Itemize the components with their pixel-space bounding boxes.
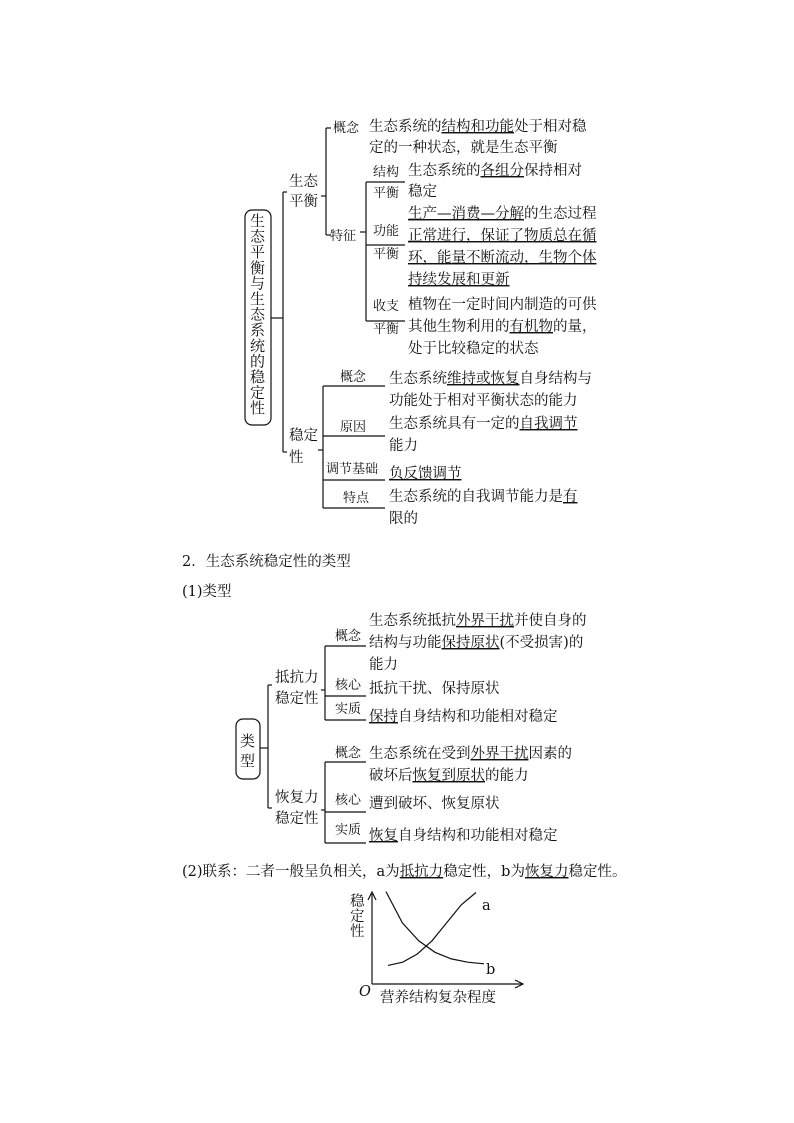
resistance-essence-label: 实质 xyxy=(335,702,362,717)
subheading-types: (1)类型 xyxy=(182,584,232,600)
types-root-char-1: 类 xyxy=(240,732,256,750)
budget-label-2: 平衡 xyxy=(373,322,400,337)
function-label-2: 平衡 xyxy=(373,247,400,262)
s-cause-line-2: 能力 xyxy=(389,438,418,454)
budget-label-1: 收支 xyxy=(373,299,400,314)
diagram-ecological-balance xyxy=(245,117,597,527)
r-concept-line-1: 生态系统抵抗外界干扰并使自身的 xyxy=(369,613,587,629)
series-b-label: b xyxy=(486,962,496,978)
s-trait-line-2: 限的 xyxy=(389,511,418,527)
root-char-1: 生 xyxy=(250,212,266,230)
function-label-1: 功能 xyxy=(373,224,400,239)
b-concept-line-2: 定的一种状态，就是生态平衡 xyxy=(369,140,558,156)
b-budget-line-1: 植物在一定时间内制造的可供 xyxy=(408,297,597,313)
root-label xyxy=(250,212,266,417)
stability-label-1: 稳定 xyxy=(289,428,318,444)
stability-label-2: 性 xyxy=(289,450,304,466)
stability-chart xyxy=(350,892,523,1006)
r-concept-line-2: 结构与功能保持原状(不受损害)的 xyxy=(369,635,584,651)
root-char-2: 态 xyxy=(250,227,266,246)
root-char-5: 与 xyxy=(250,274,266,293)
resilience-label-1: 恢复力 xyxy=(275,790,319,806)
y-label-char-1: 稳 xyxy=(350,894,365,910)
b-budget-line-3: 处于比较稳定的状态 xyxy=(408,341,539,357)
structure-text xyxy=(408,162,582,200)
s-concept-line-1: 生态系统维持或恢复自身结构与 xyxy=(389,371,592,387)
cause-text xyxy=(389,414,578,454)
root-char-3: 平 xyxy=(250,243,266,262)
stability-concept-label: 概念 xyxy=(340,370,367,385)
basis-label: 调节基础 xyxy=(326,462,379,477)
resilience-label-2: 稳定性 xyxy=(275,811,319,827)
resilience-essence-text xyxy=(369,826,558,844)
balance-label-2: 平衡 xyxy=(289,194,318,210)
s-basis-line-1: 负反馈调节 xyxy=(389,466,462,482)
rr-essence-line-1: 恢复自身结构和功能相对稳定 xyxy=(369,828,558,844)
b-structure-line-2: 稳定 xyxy=(408,184,437,200)
root-char-10: 的 xyxy=(250,352,266,371)
b-function-line-2: 正常进行，保证了物质总在循 xyxy=(408,228,597,244)
b-budget-line-2: 其他生物利用的有机物的量， xyxy=(408,319,597,335)
resilience-core-text: 遭到破坏、恢复原状 xyxy=(369,796,500,812)
origin-label: O xyxy=(359,984,371,1000)
sub2-line-line-1: (2)联系：二者一般呈负相关，a为抵抗力稳定性，b为恢复力稳定性。 xyxy=(182,864,627,880)
root-char-8: 系 xyxy=(250,321,266,340)
b-structure-line-1: 生态系统的各组分保持相对 xyxy=(408,163,582,179)
x-axis-label: 营养结构复杂程度 xyxy=(380,990,496,1006)
root-char-9: 统 xyxy=(250,336,266,355)
root-char-11: 稳 xyxy=(250,368,266,386)
b-function-line-1: 生产—消费—分解的生态过程 xyxy=(408,206,597,222)
stability-concept-text xyxy=(389,369,592,409)
s-trait-line-1: 生态系统的自我调节能力是有 xyxy=(389,489,578,505)
trait-label: 特点 xyxy=(343,491,370,506)
r-concept-line-3: 能力 xyxy=(369,657,398,673)
root-char-4: 衡 xyxy=(250,258,266,277)
cause-label: 原因 xyxy=(340,420,367,435)
series-a-label: a xyxy=(482,898,491,914)
b-concept-line-1: 生态系统的结构和功能处于相对稳 xyxy=(369,119,587,135)
features-label: 特征 xyxy=(330,229,357,244)
resilience-essence-label: 实质 xyxy=(335,823,362,838)
r-essence-line-1: 保持自身结构和功能相对稳定 xyxy=(369,709,558,725)
y-label-char-3: 性 xyxy=(350,924,365,940)
series-b-line xyxy=(386,892,484,964)
root-char-13: 性 xyxy=(250,399,266,418)
diagram-stability-types xyxy=(236,612,587,844)
y-axis-label xyxy=(350,893,365,940)
heading-types: 2．生态系统稳定性的类型 xyxy=(182,554,351,570)
relation-sentence xyxy=(182,862,626,880)
resilience-concept-label: 概念 xyxy=(335,746,362,761)
root-char-12: 定 xyxy=(250,383,266,402)
series-a-line xyxy=(388,893,476,966)
root-char-6: 生 xyxy=(250,290,266,308)
resistance-core-label: 核心 xyxy=(335,678,362,693)
resistance-core-text: 抵抗干扰、保持原状 xyxy=(369,681,500,697)
y-label-char-2: 定 xyxy=(350,909,365,925)
rr-concept-line-2: 破坏后恢复到原状的能力 xyxy=(369,768,529,784)
resistance-label-2: 稳定性 xyxy=(275,691,319,707)
budget-text xyxy=(408,295,597,357)
resistance-concept-text xyxy=(369,612,587,673)
trait-text xyxy=(389,487,578,527)
s-concept-line-2: 功能处于相对平衡状态的能力 xyxy=(389,393,578,409)
rr-concept-line-1: 生态系统在受到外界干扰因素的 xyxy=(369,746,572,762)
balance-concept-text xyxy=(369,117,587,156)
b-function-line-4: 持续发展和更新 xyxy=(408,272,510,288)
balance-concept-label: 概念 xyxy=(333,121,360,136)
basis-text xyxy=(389,464,462,482)
types-root-char-2: 型 xyxy=(240,752,256,770)
resilience-concept-text xyxy=(369,745,572,784)
root-char-7: 态 xyxy=(250,305,266,324)
resistance-concept-label: 概念 xyxy=(335,629,362,644)
structure-label-2: 平衡 xyxy=(373,186,400,201)
structure-label-1: 结构 xyxy=(373,165,400,180)
balance-label-1: 生态 xyxy=(289,174,318,190)
resilience-core-label: 核心 xyxy=(335,793,362,808)
resistance-label-1: 抵抗力 xyxy=(275,670,319,686)
resistance-essence-text xyxy=(369,707,558,725)
function-text xyxy=(408,204,597,288)
b-function-line-3: 环，能量不断流动，生物个体 xyxy=(408,250,597,266)
s-cause-line-1: 生态系统具有一定的自我调节 xyxy=(389,416,578,432)
